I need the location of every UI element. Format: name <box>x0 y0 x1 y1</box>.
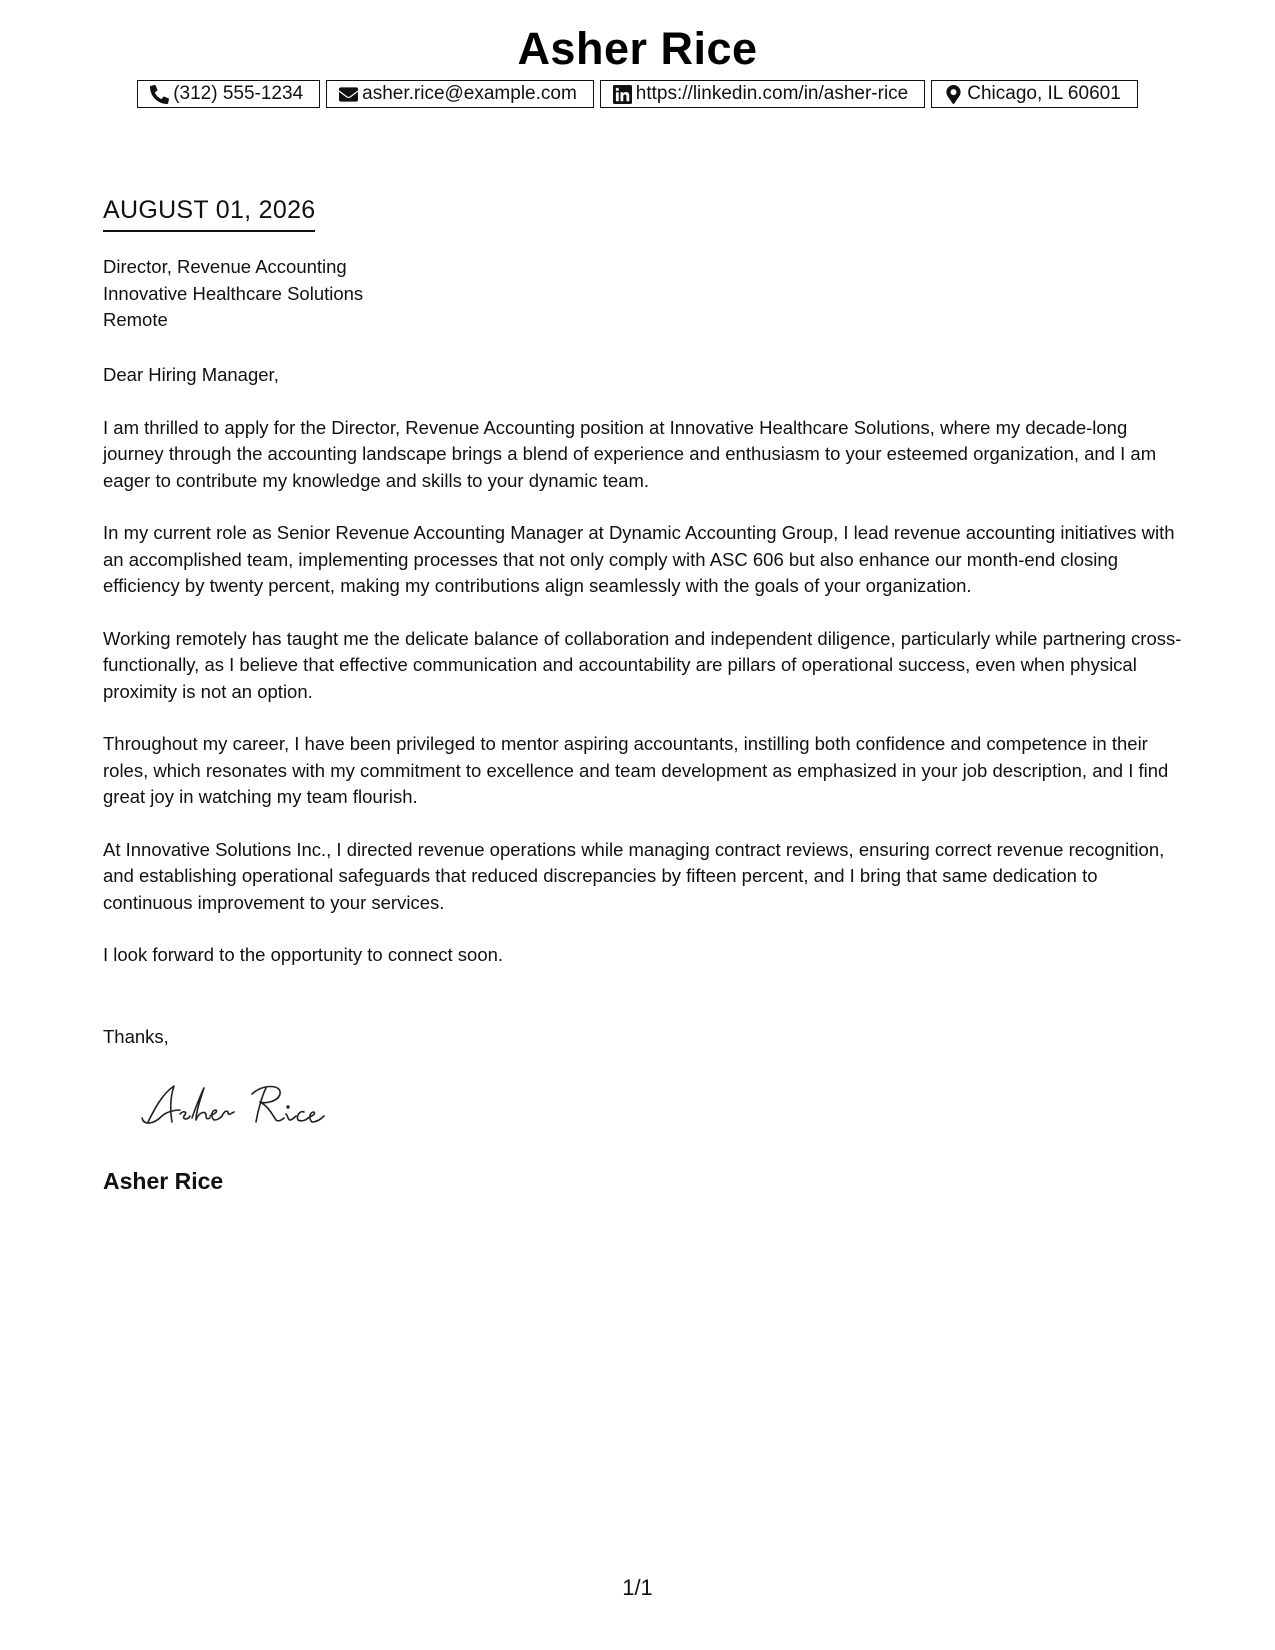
letter-paragraph: I am thrilled to apply for the Director, Revenue Accounting position at Innovative Healthcare Solutions, where my decade-long journey through the accounting landscape brings a blend of experience and enthusiasm to your esteemed organization, and I am eager to contribute my knowledge and skills to your dynamic team. <box>103 416 1157 491</box>
handwritten-signature <box>140 1080 340 1132</box>
salutation: Dear Hiring Manager, <box>103 364 279 385</box>
letter-date: AUGUST 01, 2026 <box>103 194 315 232</box>
linkedin-icon <box>613 85 632 104</box>
contact-linkedin-text: https://linkedin.com/in/asher-rice <box>635 83 909 104</box>
page-number: 1/1 <box>622 1575 653 1600</box>
contact-info-row <box>0 80 1275 108</box>
contact-email-text: asher.rice@example.com <box>362 83 577 104</box>
letter-paragraph: At Innovative Solutions Inc., I directed revenue operations while managing contract reviews, ensuring correct revenue recognition, and establishing operational safeguards that reduced discrepancies by fifteen percent, and I bring that same dedication to continuous improvement to your services. <box>103 838 1165 913</box>
recipient-company: Innovative Healthcare Solutions <box>103 282 364 304</box>
contact-linkedin <box>600 80 925 108</box>
letter-paragraph: Working remotely has taught me the delicate balance of collaboration and independent diligence, particularly while partnering cross-functionally, as I believe that effective communication and accountability are pillars of operational success, even when physical proximity is not an option. <box>103 627 1182 702</box>
map-marker-icon <box>944 85 963 104</box>
contact-location-text: Chicago, IL 60601 <box>967 83 1121 104</box>
phone-icon <box>150 85 169 104</box>
recipient-location: Remote <box>103 309 168 330</box>
recipient-block <box>103 254 363 334</box>
signer-name: Asher Rice <box>103 1168 224 1194</box>
letter-paragraph: Throughout my career, I have been privileged to mentor aspiring accountants, instilling both confidence and competence in their roles, which resonates with my commitment to excellence and team development as emphasized in your job description, and I find great joy in watching my team flourish. <box>103 733 1169 807</box>
contact-email <box>326 80 594 108</box>
closing-line: Thanks, <box>103 1026 169 1047</box>
envelope-icon <box>339 85 358 104</box>
contact-location <box>931 80 1138 108</box>
contact-phone <box>137 80 320 108</box>
letter-body <box>103 362 1183 995</box>
applicant-name-heading: Asher Rice <box>517 23 758 74</box>
contact-phone-text: (312) 555-1234 <box>173 83 304 104</box>
recipient-title: Director, Revenue Accounting <box>103 256 347 277</box>
letter-paragraph: I look forward to the opportunity to connect soon. <box>103 944 504 965</box>
letter-paragraph: In my current role as Senior Revenue Accounting Manager at Dynamic Accounting Group, I lead revenue accounting initiatives with an accomplished team, implementing processes that not only comply with ASC 606 but also enhance our month-end closing efficiency by twenty percent, making my contributions align seamlessly with the goals of your organization. <box>103 522 1175 596</box>
